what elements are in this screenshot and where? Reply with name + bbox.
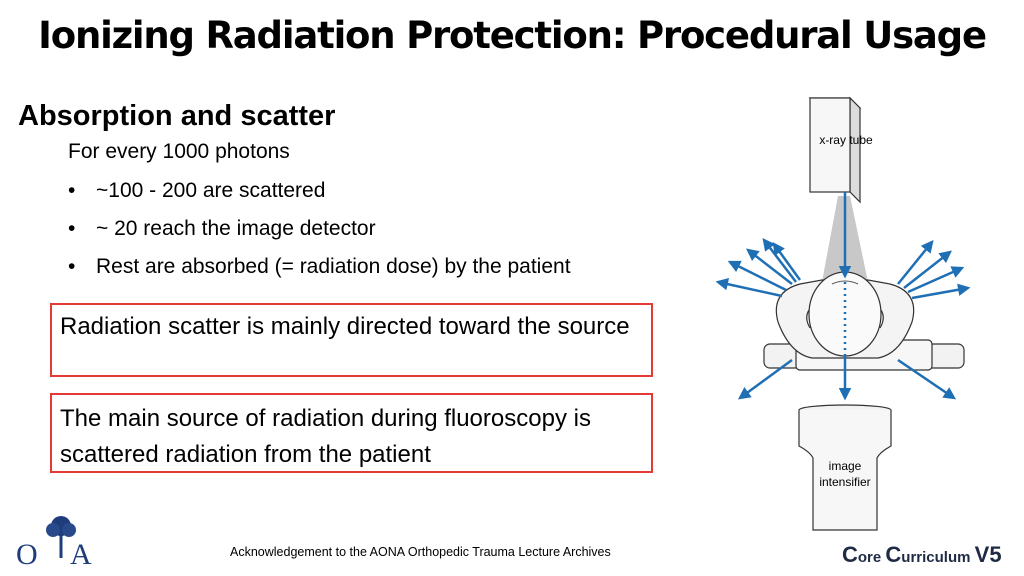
bullet-text: ~100 - 200 are scattered	[96, 179, 326, 202]
intro-text: For every 1000 photons	[68, 140, 290, 163]
logo-o: O	[16, 538, 38, 568]
logo-a: A	[70, 538, 92, 568]
bullet-dot: •	[68, 217, 76, 240]
x-ray-tube	[810, 98, 873, 202]
image-intensifier	[799, 405, 891, 530]
bullet-item	[68, 216, 571, 254]
section-heading: Absorption and scatter	[18, 100, 336, 132]
brand-word: ore	[857, 549, 886, 566]
brand-letter: C	[842, 542, 858, 567]
patient	[776, 272, 913, 358]
core-curriculum-brand	[842, 542, 1002, 568]
bullet-dot: •	[68, 255, 76, 278]
fluoroscopy-scatter-diagram	[700, 92, 1024, 532]
bullet-text: Rest are absorbed (= radiation dose) by the patient	[96, 255, 571, 278]
acknowledgement: Acknowledgement to the AONA Orthopedic Trauma Lecture Archives	[230, 545, 611, 559]
brand-word: urriculum	[901, 549, 975, 566]
bullet-list	[68, 178, 571, 292]
intensifier-label-line1: image	[828, 459, 862, 473]
intensifier-label-line2: intensifier	[819, 475, 871, 489]
callout-scatter-source: The main source of radiation during fluoroscopy is scattered radiation from the patient	[50, 393, 653, 473]
slide-title: Ionizing Radiation Protection: Procedural Usage	[38, 14, 986, 57]
ota-logo	[14, 512, 100, 568]
brand-letter: C	[885, 542, 902, 567]
brand-version: V5	[974, 542, 1002, 567]
callout-scatter-direction: Radiation scatter is mainly directed toward the source	[50, 303, 653, 377]
bullet-item	[68, 178, 571, 216]
bullet-item	[68, 254, 571, 292]
tube-label: x-ray tube	[819, 133, 873, 147]
bullet-text: ~ 20 reach the image detector	[96, 217, 376, 240]
bullet-dot: •	[68, 179, 76, 202]
